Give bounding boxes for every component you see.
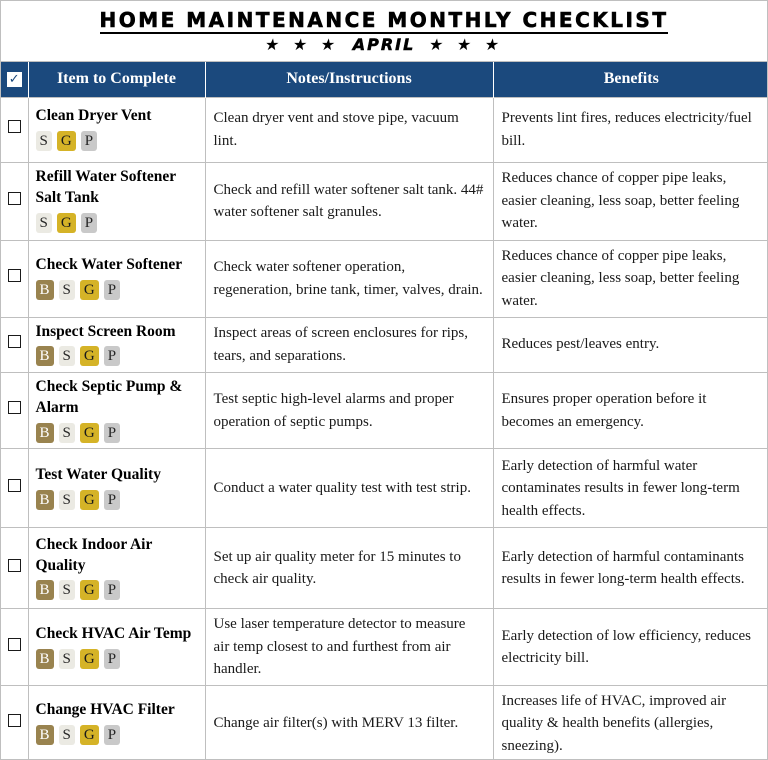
- page-title-text: HOME MAINTENANCE MONTHLY CHECKLIST: [99, 8, 669, 32]
- item-cell: [28, 240, 205, 317]
- benefits-cell: [493, 97, 768, 162]
- notes-text: Set up air quality meter for 15 minutes to check air quality.: [213, 548, 461, 588]
- checklist-table: [1, 62, 768, 760]
- benefits-cell: [493, 240, 768, 317]
- item-title: Change HVAC Filter: [35, 701, 175, 719]
- tier-badge-g: G: [80, 580, 99, 600]
- tier-badges: [36, 648, 197, 671]
- header-row: [1, 62, 768, 97]
- tier-badges: [36, 279, 197, 302]
- item-title: Clean Dryer Vent: [35, 107, 152, 125]
- table-row: [1, 240, 768, 317]
- tier-badge-g: G: [80, 346, 99, 366]
- benefits-text: Early detection of low efficiency, reduces electricity bill.: [501, 627, 751, 667]
- tier-badge-g: G: [57, 131, 76, 151]
- tier-badge-g: G: [57, 213, 76, 233]
- stars-right-icon: ★ ★ ★: [427, 35, 505, 54]
- notes-text: Use laser temperature detector to measure air temp closest to and furthest from air handler.: [213, 616, 466, 678]
- row-checkbox[interactable]: [8, 714, 21, 727]
- checkbox-cell: [1, 97, 28, 162]
- tier-badges: [36, 579, 197, 602]
- tier-badge-s: S: [59, 490, 75, 510]
- tier-badge-p: P: [104, 423, 120, 443]
- item-cell: [28, 97, 205, 162]
- notes-cell: [205, 685, 493, 760]
- item-title: Check Water Softener: [35, 256, 183, 274]
- tier-badge-g: G: [80, 490, 99, 510]
- tier-badge-s: S: [59, 423, 75, 443]
- notes-cell: [205, 162, 493, 240]
- benefits-text: Reduces chance of copper pipe leaks, easier cleaning, less soap, better feeling water.: [501, 170, 740, 232]
- tier-badge-g: G: [80, 280, 99, 300]
- tier-badges: [36, 724, 197, 747]
- item-title: Check Indoor Air Quality: [35, 535, 153, 574]
- tier-badge-p: P: [81, 213, 97, 233]
- checkbox-cell: [1, 372, 28, 448]
- tier-badge-b: B: [36, 423, 54, 443]
- notes-cell: [205, 372, 493, 448]
- table-header: [1, 62, 768, 97]
- tier-badge-g: G: [80, 649, 99, 669]
- table-row: [1, 609, 768, 686]
- row-checkbox[interactable]: [8, 120, 21, 133]
- item-cell: [28, 449, 205, 528]
- benefits-text: Increases life of HVAC, improved air quality & health benefits (allergies, sneezing).: [501, 692, 727, 754]
- benefits-text: Reduces pest/leaves entry.: [501, 336, 660, 353]
- tier-badge-s: S: [59, 580, 75, 600]
- stars-left-icon: ★ ★ ★: [263, 35, 341, 54]
- header-notes: Notes/Instructions: [205, 62, 493, 97]
- notes-text: Inspect areas of screen enclosures for rips, tears, and separations.: [213, 325, 468, 364]
- notes-cell: [205, 609, 493, 686]
- tier-badge-s: S: [36, 213, 52, 233]
- notes-cell: [205, 528, 493, 609]
- tier-badges: [36, 212, 197, 235]
- table-row: [1, 97, 768, 162]
- item-cell: [28, 162, 205, 240]
- benefits-cell: [493, 528, 768, 609]
- row-checkbox[interactable]: [8, 335, 21, 348]
- benefits-cell: [493, 449, 768, 528]
- notes-text: Conduct a water quality test with test strip.: [213, 480, 471, 497]
- table-row: [1, 372, 768, 448]
- row-checkbox[interactable]: [8, 192, 21, 205]
- item-cell: [28, 685, 205, 760]
- row-checkbox[interactable]: [8, 479, 21, 492]
- notes-cell: [205, 97, 493, 162]
- row-checkbox[interactable]: [8, 559, 21, 572]
- benefits-cell: [493, 685, 768, 760]
- tier-badge-b: B: [36, 725, 54, 745]
- checked-checkbox-icon: [7, 72, 22, 87]
- benefits-cell: [493, 317, 768, 372]
- page-title: [1, 8, 767, 32]
- row-checkbox[interactable]: [8, 269, 21, 282]
- tier-badge-p: P: [104, 580, 120, 600]
- header-benefits: Benefits: [603, 70, 659, 88]
- tier-badge-p: P: [104, 725, 120, 745]
- month-subtitle: [1, 35, 767, 54]
- row-checkbox[interactable]: [8, 638, 21, 651]
- table-row: [1, 528, 768, 609]
- check-mark: ✓: [8, 72, 20, 88]
- benefits-text: Early detection of harmful water contaminates results in fewer long-term health effects.: [501, 457, 740, 519]
- checkbox-cell: [1, 609, 28, 686]
- item-title: Check HVAC Air Temp: [35, 624, 192, 642]
- checkbox-cell: [1, 162, 28, 240]
- tier-badge-s: S: [59, 725, 75, 745]
- tier-badge-b: B: [36, 649, 54, 669]
- item-title: Check Septic Pump & Alarm: [35, 377, 183, 416]
- checkbox-cell: [1, 528, 28, 609]
- row-checkbox[interactable]: [8, 401, 21, 414]
- notes-text: Test septic high-level alarms and proper operation of septic pumps.: [213, 391, 454, 430]
- benefits-text: Early detection of harmful contaminants results in fewer long-term health effects.: [501, 548, 745, 588]
- tier-badges: [36, 345, 197, 368]
- tier-badge-s: S: [59, 280, 75, 300]
- notes-text: Check and refill water softener salt tank. 44# water softener salt granules.: [213, 181, 484, 220]
- title-block: [1, 1, 767, 62]
- benefits-cell: [493, 609, 768, 686]
- checkbox-cell: [1, 317, 28, 372]
- tier-badge-s: S: [59, 649, 75, 669]
- tier-badge-b: B: [36, 346, 54, 366]
- checkbox-cell: [1, 685, 28, 760]
- item-cell: [28, 317, 205, 372]
- tier-badge-p: P: [104, 280, 120, 300]
- notes-text: Clean dryer vent and stove pipe, vacuum lint.: [213, 110, 459, 149]
- benefits-text: Reduces chance of copper pipe leaks, easier cleaning, less soap, better feeling water.: [501, 247, 740, 309]
- benefits-cell: [493, 372, 768, 448]
- notes-cell: [205, 317, 493, 372]
- tier-badge-b: B: [36, 490, 54, 510]
- item-cell: [28, 609, 205, 686]
- table-row: [1, 162, 768, 240]
- table-row: [1, 685, 768, 760]
- tier-badges: [36, 489, 197, 512]
- benefits-text: Prevents lint fires, reduces electricity/fuel bill.: [501, 110, 752, 149]
- tier-badges: [36, 422, 197, 445]
- header-item: Item to Complete: [28, 62, 205, 97]
- month-label: APRIL: [352, 35, 416, 54]
- item-cell: [28, 372, 205, 448]
- item-cell: [28, 528, 205, 609]
- item-title: Test Water Quality: [35, 466, 161, 484]
- tier-badge-p: P: [104, 346, 120, 366]
- checkbox-cell: [1, 449, 28, 528]
- tier-badge-p: P: [81, 131, 97, 151]
- tier-badge-p: P: [104, 490, 120, 510]
- tier-badge-s: S: [59, 346, 75, 366]
- benefits-text: Ensures proper operation before it becomes an emergency.: [501, 391, 707, 430]
- notes-text: Check water softener operation, regeneration, brine tank, timer, valves, drain.: [213, 259, 483, 298]
- checkbox-cell: [1, 240, 28, 317]
- table-row: [1, 317, 768, 372]
- notes-cell: [205, 240, 493, 317]
- benefits-cell: [493, 162, 768, 240]
- checklist-body: [1, 97, 768, 760]
- tier-badge-g: G: [80, 725, 99, 745]
- notes-cell: [205, 449, 493, 528]
- notes-text: Change air filter(s) with MERV 13 filter.: [213, 715, 459, 732]
- item-title: Refill Water Softener Salt Tank: [35, 168, 176, 207]
- tier-badge-g: G: [80, 423, 99, 443]
- item-title: Inspect Screen Room: [35, 322, 176, 340]
- header-check-cell: [1, 62, 28, 97]
- tier-badge-b: B: [36, 580, 54, 600]
- tier-badges: [36, 130, 197, 153]
- tier-badge-b: B: [36, 280, 54, 300]
- table-row: [1, 449, 768, 528]
- tier-badge-s: S: [36, 131, 52, 151]
- tier-badge-p: P: [104, 649, 120, 669]
